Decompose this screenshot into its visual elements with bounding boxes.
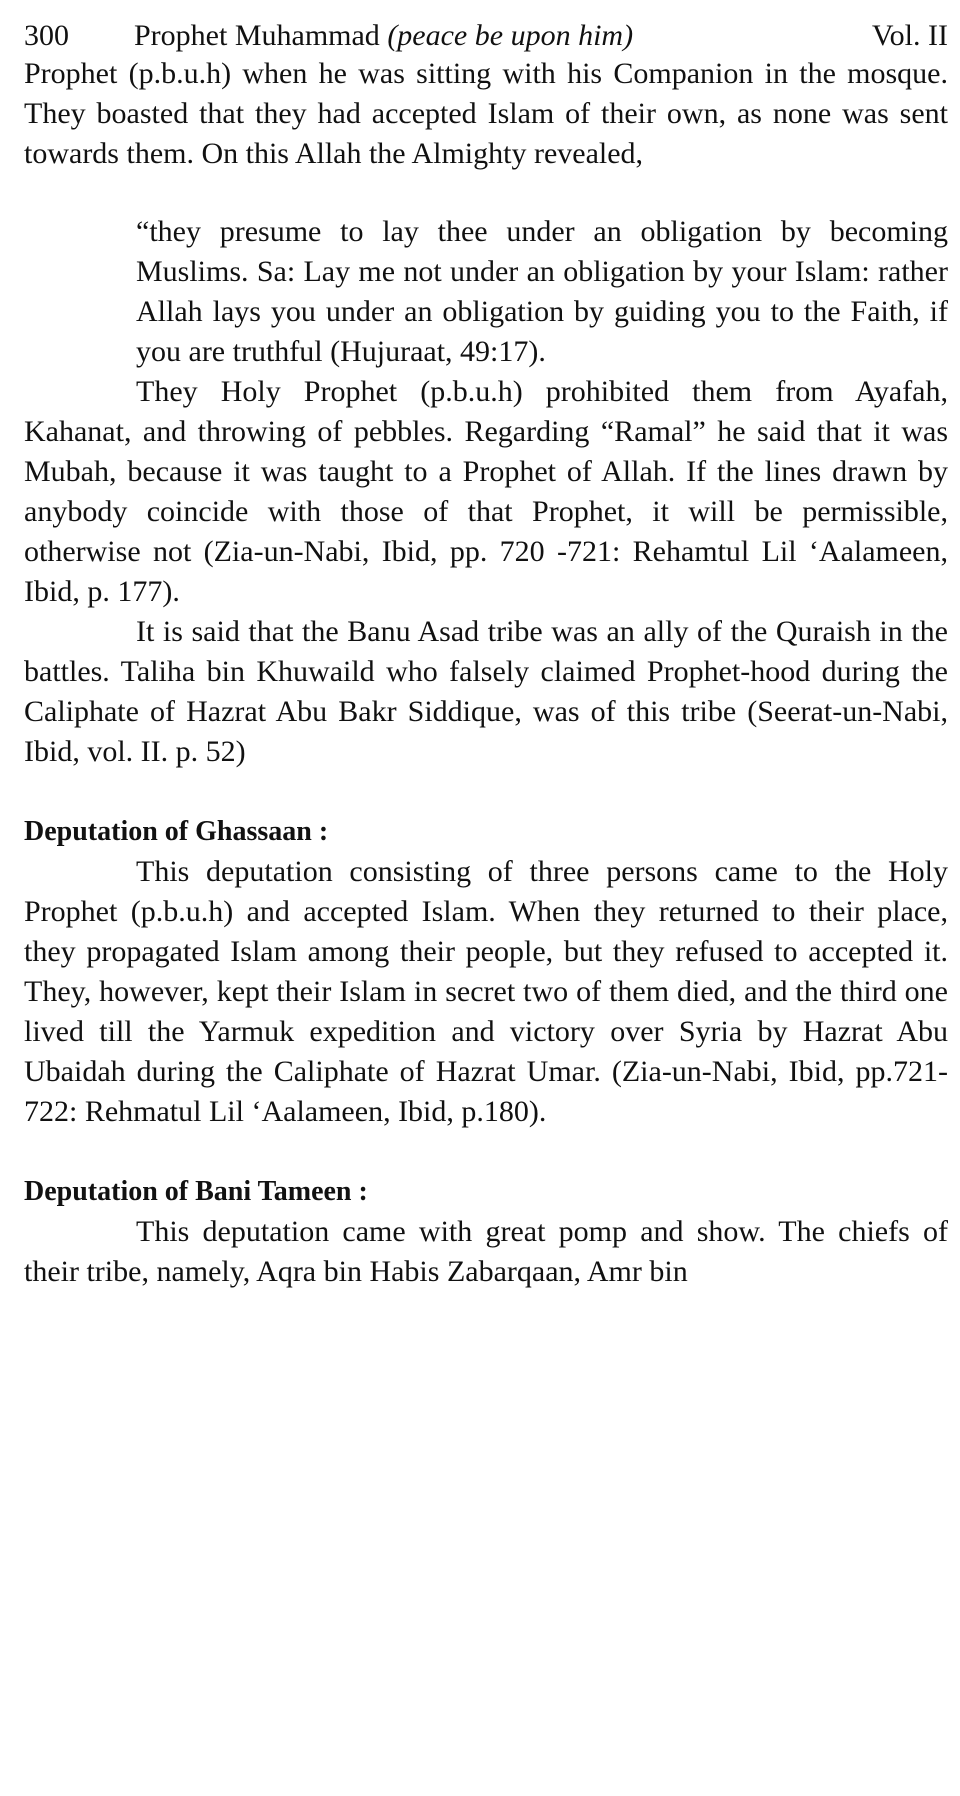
book-title <box>134 18 872 54</box>
book-page <box>24 18 948 1292</box>
quran-quote: “they presume to lay thee under an obligation by becoming Muslims. Sa: Lay me not under an obligation by your Islam: rather Allah lays you under an obligation by guiding you to the Faith, if you are truthful (Hujuraat, 49:17). <box>136 215 948 368</box>
running-header <box>24 18 948 54</box>
bani-tameen-paragraph: This deputation came with great pomp and show. The chiefs of their tribe, namely, Aqra bin Habis Zabarqaan, Amr bin <box>24 1215 948 1288</box>
book-title-italic: (peace be upon him) <box>387 19 634 52</box>
ghassaan-paragraph: This deputation consisting of three persons came to the Holy Prophet (p.b.u.h) and accepted Islam. When they returned to their place, they propagated Islam among their people, but they refused to accepted it. They, however, kept their Islam in secret two of them died, and the third one lived till the Yarmuk expedition and victory over Syria by Hazrat Abu Ubaidah during the Caliphate of Hazrat Umar. (Zia-un-Nabi, Ibid, pp.721-722: Rehmatul Lil ‘Aalameen, Ibid, p.180). <box>24 855 948 1128</box>
intro-paragraph: Prophet (p.b.u.h) when he was sitting with his Companion in the mosque. They boasted that they had accepted Islam of their own, as none was sent towards them. On this Allah the Almighty revealed, <box>24 57 948 170</box>
prohibition-paragraph: They Holy Prophet (p.b.u.h) prohibited them from Ayafah, Kahanat, and throwing of pebbles. Regarding “Ramal” he said that it was Mubah, because it was taught to a Prophet of Allah. If the lines drawn by anybody coincide with those of that Prophet, it will be permissible, otherwise not (Zia-un-Nabi, Ibid, pp. 720 -721: Rehamtul Lil ‘Aalameen, Ibid, p. 177). <box>24 375 948 608</box>
banu-asad-paragraph: It is said that the Banu Asad tribe was an ally of the Quraish in the battles. Taliha bin Khuwaild who falsely claimed Prophet-hood during the Caliphate of Hazrat Abu Bakr Siddique, was of this tribe (Seerat-un-Nabi, Ibid, vol. II. p. 52) <box>24 615 948 768</box>
book-title-main: Prophet Muhammad <box>134 19 380 52</box>
section-heading-bani-tameen: Deputation of Bani Tameen : <box>24 1176 368 1207</box>
volume-label: Vol. II <box>871 19 948 52</box>
page-number: 300 <box>24 19 69 52</box>
section-heading-ghassaan: Deputation of Ghassaan : <box>24 816 329 847</box>
